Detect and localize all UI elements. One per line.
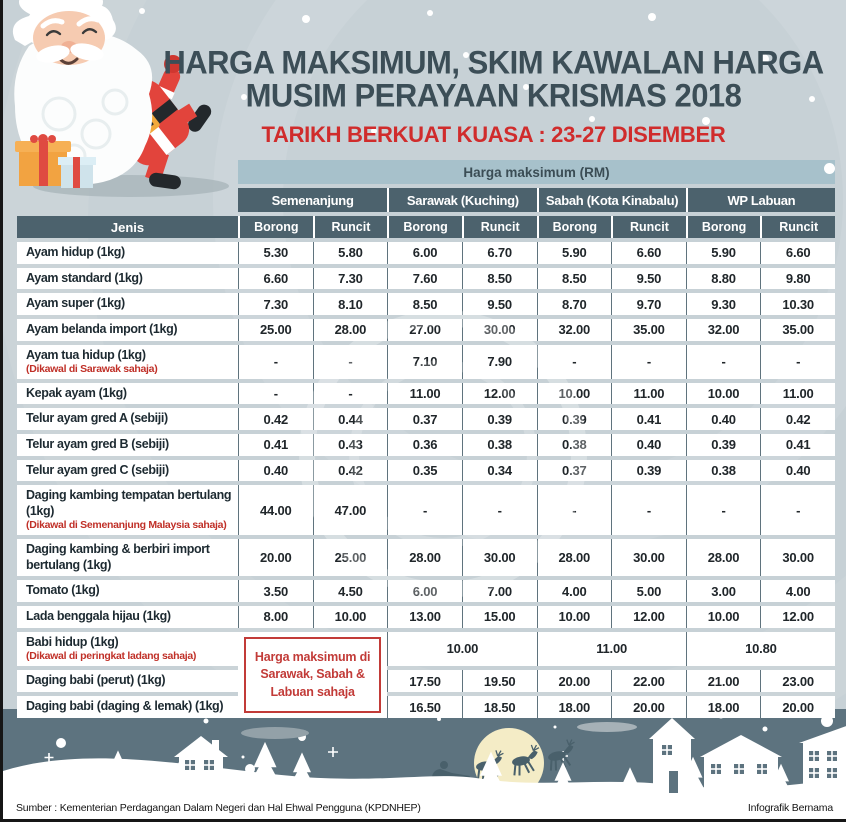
subheader-runcit: Runcit xyxy=(462,216,537,238)
unit-header: Harga maksimum (RM) xyxy=(238,160,835,184)
price-cell: 6.60 xyxy=(760,242,835,264)
item-name: Daging kambing tempatan bertulang (1kg) xyxy=(26,488,232,518)
price-cell: 11.00 xyxy=(760,383,835,405)
item-name: Daging babi (daging & lemak) (1kg) xyxy=(26,699,224,714)
price-cell: 10.00 xyxy=(537,606,612,628)
table-row xyxy=(17,434,835,456)
price-cell: 28.00 xyxy=(313,319,388,341)
item-name-cell xyxy=(17,539,238,576)
subheader-borong: Borong xyxy=(686,216,761,238)
item-name: Telur ayam gred B (sebiji) xyxy=(26,436,169,451)
price-cell: 6.00 xyxy=(387,580,462,602)
price-cell: 8.50 xyxy=(387,293,462,315)
item-name-cell xyxy=(17,408,238,430)
price-cell: 12.00 xyxy=(611,606,686,628)
price-cell: 0.37 xyxy=(387,408,462,430)
cloud-decor xyxy=(241,727,309,739)
price-cell: 30.00 xyxy=(462,539,537,576)
price-cell: 0.38 xyxy=(537,434,612,456)
price-cell: 0.42 xyxy=(313,460,388,482)
price-cell: 7.10 xyxy=(387,345,462,379)
price-cell: 0.40 xyxy=(238,460,313,482)
price-table xyxy=(17,156,835,722)
credit-text: Infografik Bernama xyxy=(747,802,833,814)
item-name: Daging kambing & berbiri import bertulang (1kg) xyxy=(26,542,210,572)
price-cell: 10.00 xyxy=(686,383,761,405)
price-cell: 7.90 xyxy=(462,345,537,379)
price-cell: 28.00 xyxy=(537,539,612,576)
price-cell: 44.00 xyxy=(238,485,313,535)
price-cell: - xyxy=(760,485,835,535)
price-cell: 18.50 xyxy=(462,696,537,718)
item-name-cell xyxy=(17,319,238,341)
price-cell: 5.90 xyxy=(537,242,612,264)
item-name: Daging babi (perut) (1kg) xyxy=(26,673,166,688)
price-cell: 5.00 xyxy=(611,580,686,602)
price-cell: 8.10 xyxy=(313,293,388,315)
price-cell: 9.70 xyxy=(611,293,686,315)
price-cell: 0.39 xyxy=(462,408,537,430)
price-cell: 28.00 xyxy=(686,539,761,576)
footer xyxy=(3,797,846,819)
item-note: (Dikawal di peringkat ladang sahaja) xyxy=(26,650,197,663)
price-cell: 12.00 xyxy=(462,383,537,405)
price-cell: 10.00 xyxy=(387,632,536,667)
region-header-sabah: Sabah (Kota Kinabalu) xyxy=(537,188,686,212)
item-name-cell xyxy=(17,345,238,379)
item-name: Tomato (1kg) xyxy=(26,583,100,598)
title-line-1: HARGA MAKSIMUM, SKIM KAWALAN HARGA xyxy=(163,43,824,82)
effective-date: TARIKH BERKUAT KUASA : 23-27 DISEMBER xyxy=(261,122,726,148)
price-cell: 13.00 xyxy=(387,606,462,628)
price-cell: - xyxy=(537,345,612,379)
price-cell: 20.00 xyxy=(611,696,686,718)
table-row xyxy=(17,539,835,576)
price-cell: - xyxy=(611,345,686,379)
item-name-cell xyxy=(17,293,238,315)
item-name: Kepak ayam (1kg) xyxy=(26,385,127,400)
subheader-borong: Borong xyxy=(238,216,313,238)
table-row xyxy=(17,242,835,264)
item-name: Ayam hidup (1kg) xyxy=(26,245,125,259)
region-header-semenanjung: Semenanjung xyxy=(238,188,387,212)
price-cell: 32.00 xyxy=(686,319,761,341)
price-cell: 5.80 xyxy=(313,242,388,264)
price-cell: 0.40 xyxy=(611,434,686,456)
item-name: Ayam standard (1kg) xyxy=(26,270,143,285)
subheader-row xyxy=(17,216,835,238)
price-cell: 8.50 xyxy=(462,268,537,290)
item-name: Ayam tua hidup (1kg) xyxy=(26,347,146,362)
table-row xyxy=(17,696,835,718)
price-cell: 0.41 xyxy=(760,434,835,456)
table-row xyxy=(17,606,835,628)
price-cell: 19.50 xyxy=(462,670,537,692)
item-note: (Dikawal di Semenanjung Malaysia sahaja) xyxy=(26,519,227,532)
title-block xyxy=(145,43,842,148)
price-cell: 10.00 xyxy=(686,606,761,628)
price-cell: 17.50 xyxy=(387,670,462,692)
item-name: Lada benggala hijau (1kg) xyxy=(26,608,171,623)
price-cell: 20.00 xyxy=(537,670,612,692)
item-name-cell xyxy=(17,606,238,628)
price-cell: 11.00 xyxy=(387,383,462,405)
price-cell: 0.39 xyxy=(611,460,686,482)
price-cell: 10.30 xyxy=(760,293,835,315)
price-cell: - xyxy=(537,485,612,535)
price-cell: 5.90 xyxy=(686,242,761,264)
price-cell: 0.42 xyxy=(238,408,313,430)
table-row xyxy=(17,345,835,379)
price-cell: - xyxy=(238,383,313,405)
table-row xyxy=(17,580,835,602)
table-row xyxy=(17,268,835,290)
table-row xyxy=(17,632,835,667)
price-cell: 7.00 xyxy=(462,580,537,602)
price-cell: - xyxy=(238,345,313,379)
price-cell: 18.00 xyxy=(537,696,612,718)
price-cell: 0.36 xyxy=(387,434,462,456)
item-name-cell xyxy=(17,485,238,535)
item-name-cell xyxy=(17,268,238,290)
price-cell: 9.50 xyxy=(462,293,537,315)
item-name-cell xyxy=(17,696,238,718)
item-name: Ayam super (1kg) xyxy=(26,296,125,311)
price-cell: 30.00 xyxy=(462,319,537,341)
price-cell: 9.50 xyxy=(611,268,686,290)
price-cell: 7.60 xyxy=(387,268,462,290)
table-body xyxy=(17,242,835,718)
price-cell: 0.39 xyxy=(686,434,761,456)
spacer-cell xyxy=(17,160,238,184)
price-cell: 0.38 xyxy=(686,460,761,482)
subheader-runcit: Runcit xyxy=(611,216,686,238)
price-cell: 47.00 xyxy=(313,485,388,535)
special-note: Harga maksimum di Sarawak, Sabah & Labuan sahaja xyxy=(244,637,381,714)
price-cell: 3.50 xyxy=(238,580,313,602)
subheader-borong: Borong xyxy=(387,216,462,238)
price-cell: 8.50 xyxy=(537,268,612,290)
price-cell: 9.80 xyxy=(760,268,835,290)
subheader-runcit: Runcit xyxy=(760,216,835,238)
price-cell: 18.00 xyxy=(686,696,761,718)
price-cell: - xyxy=(462,485,537,535)
source-text: Sumber : Kementerian Perdagangan Dalam Negeri dan Hal Ehwal Pengguna (KPDNHEP) xyxy=(16,802,421,814)
spacer-cell xyxy=(17,188,238,212)
item-note: (Dikawal di Sarawak sahaja) xyxy=(26,363,158,376)
price-cell: 20.00 xyxy=(238,539,313,576)
table-row xyxy=(17,383,835,405)
price-cell: 11.00 xyxy=(537,632,686,667)
price-cell: 0.37 xyxy=(537,460,612,482)
price-cell: 30.00 xyxy=(760,539,835,576)
price-cell: 28.00 xyxy=(387,539,462,576)
price-cell: 0.41 xyxy=(238,434,313,456)
price-cell: 16.50 xyxy=(387,696,462,718)
price-cell: 5.30 xyxy=(238,242,313,264)
price-cell: - xyxy=(387,485,462,535)
price-cell: 7.30 xyxy=(238,293,313,315)
table-row xyxy=(17,408,835,430)
price-cell: 27.00 xyxy=(387,319,462,341)
item-name-cell xyxy=(17,580,238,602)
price-cell: 9.30 xyxy=(686,293,761,315)
jenis-header: Jenis xyxy=(17,216,238,238)
price-cell: 8.00 xyxy=(238,606,313,628)
price-cell: 22.00 xyxy=(611,670,686,692)
item-name: Ayam belanda import (1kg) xyxy=(26,321,178,336)
item-name-cell xyxy=(17,460,238,482)
price-cell: 6.60 xyxy=(611,242,686,264)
price-cell: 21.00 xyxy=(686,670,761,692)
price-cell: 4.50 xyxy=(313,580,388,602)
region-header-wp-labuan: WP Labuan xyxy=(686,188,835,212)
region-header-sarawak: Sarawak (Kuching) xyxy=(387,188,536,212)
price-cell: - xyxy=(686,345,761,379)
price-table-wrap xyxy=(17,156,835,722)
special-note-cell xyxy=(238,632,387,719)
item-name: Telur ayam gred A (sebiji) xyxy=(26,411,168,426)
price-cell: - xyxy=(313,383,388,405)
price-cell: 0.34 xyxy=(462,460,537,482)
price-cell: 20.00 xyxy=(760,696,835,718)
item-name-cell xyxy=(17,242,238,264)
item-name: Telur ayam gred C (sebiji) xyxy=(26,462,169,477)
subheader-runcit: Runcit xyxy=(313,216,388,238)
price-cell: 35.00 xyxy=(611,319,686,341)
price-cell: 15.00 xyxy=(462,606,537,628)
title-line-2: MUSIM PERAYAAN KRISMAS 2018 xyxy=(245,77,742,115)
item-name-cell xyxy=(17,632,238,667)
price-cell: 0.43 xyxy=(313,434,388,456)
table-row xyxy=(17,460,835,482)
price-cell: 30.00 xyxy=(611,539,686,576)
price-cell: 6.60 xyxy=(238,268,313,290)
winter-scene xyxy=(3,709,846,797)
item-name: Babi hidup (1kg) xyxy=(26,634,119,649)
price-cell: 10.00 xyxy=(537,383,612,405)
price-cell: 25.00 xyxy=(238,319,313,341)
price-cell: 7.30 xyxy=(313,268,388,290)
price-cell: 6.00 xyxy=(387,242,462,264)
price-cell: 0.41 xyxy=(611,408,686,430)
price-cell: 10.00 xyxy=(313,606,388,628)
price-cell: 12.00 xyxy=(760,606,835,628)
item-name-cell xyxy=(17,434,238,456)
price-cell: 6.70 xyxy=(462,242,537,264)
price-cell: 0.42 xyxy=(760,408,835,430)
price-cell: - xyxy=(686,485,761,535)
price-cell: 0.39 xyxy=(537,408,612,430)
price-cell: - xyxy=(611,485,686,535)
price-cell: 0.40 xyxy=(686,408,761,430)
price-cell: 32.00 xyxy=(537,319,612,341)
price-cell: 4.00 xyxy=(537,580,612,602)
table-row xyxy=(17,670,835,692)
price-cell: 3.00 xyxy=(686,580,761,602)
table-row xyxy=(17,319,835,341)
price-cell: 25.00 xyxy=(313,539,388,576)
item-name-cell xyxy=(17,670,238,692)
price-cell: 10.80 xyxy=(686,632,835,667)
price-cell: 8.80 xyxy=(686,268,761,290)
price-cell: 0.40 xyxy=(760,460,835,482)
price-cell: 4.00 xyxy=(760,580,835,602)
table-row xyxy=(17,485,835,535)
price-cell: 0.35 xyxy=(387,460,462,482)
price-cell: 0.38 xyxy=(462,434,537,456)
item-name-cell xyxy=(17,383,238,405)
subheader-borong: Borong xyxy=(537,216,612,238)
region-header-row xyxy=(17,188,835,212)
price-cell: - xyxy=(760,345,835,379)
price-cell: 11.00 xyxy=(611,383,686,405)
price-cell: 35.00 xyxy=(760,319,835,341)
price-cell: 23.00 xyxy=(760,670,835,692)
price-cell: - xyxy=(313,345,388,379)
table-row xyxy=(17,293,835,315)
cloud-decor xyxy=(577,722,637,732)
snowflake-decor xyxy=(824,163,835,174)
price-cell: 0.44 xyxy=(313,408,388,430)
price-cell: 8.70 xyxy=(537,293,612,315)
unit-header-row xyxy=(17,160,835,184)
